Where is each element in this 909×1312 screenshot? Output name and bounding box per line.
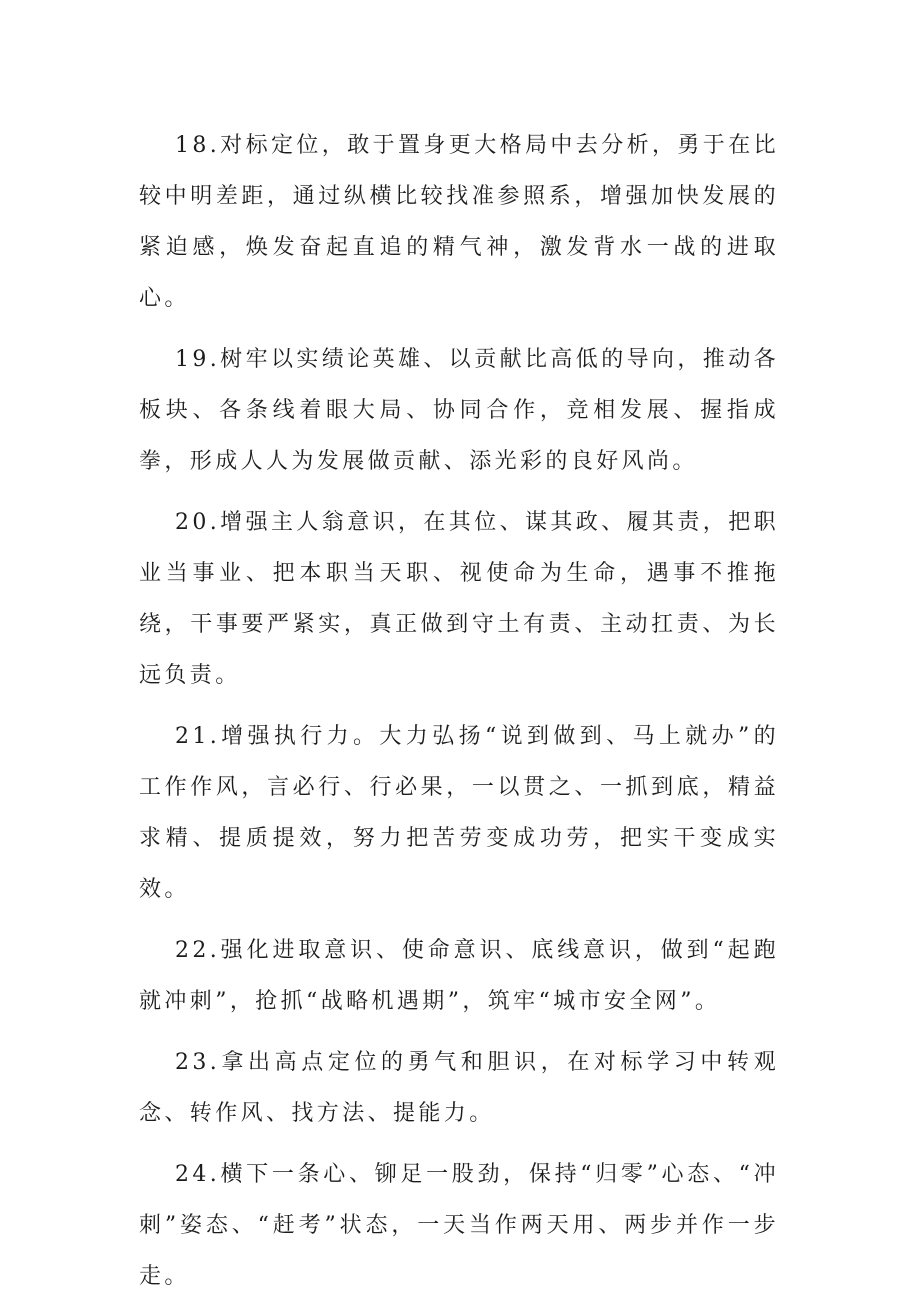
paragraph-23: 23.拿出高点定位的勇气和胆识，在对标学习中转观念、转作风、找方法、提能力。: [139, 1050, 779, 1126]
document-body: [139, 120, 779, 1312]
paragraph-19: 19.树牢以实绩论英雄、以贡献比高低的导向，推动各板块、各条线着眼大局、协同合作，竞相发展、握指成拳，形成人人为发展做贡献、添光彩的良好风尚。: [139, 347, 779, 474]
paragraph-21: 21.增强执行力。大力弘扬“说到做到、马上就办”的工作作风，言必行、行必果，一以贯之、一抓到底，精益求精、提质提效，努力把苦劳变成功劳，把实干变成实效。: [139, 724, 779, 902]
paragraph-18: 18.对标定位，敢于置身更大格局中去分析，勇于在比较中明差距，通过纵横比较找准参照系，增强加快发展的紧迫感，焕发奋起直追的精气神，激发背水一战的进取心。: [139, 133, 779, 311]
paragraph-22: 22.强化进取意识、使命意识、底线意识，做到“起跑就冲刺”，抢抓“战略机遇期”，筑牢“城市安全网”。: [139, 938, 779, 1014]
paragraph-24: 24.横下一条心、铆足一股劲，保持“归零”心态、“冲刺”姿态、“赶考”状态，一天当作两天用、两步并作一步走。: [139, 1162, 779, 1289]
paragraph-20: 20.增强主人翁意识，在其位、谋其政、履其责，把职业当事业、把本职当天职、视使命为生命，遇事不推拖绕，干事要严紧实，真正做到守土有责、主动扛责、为长远负责。: [139, 510, 779, 688]
